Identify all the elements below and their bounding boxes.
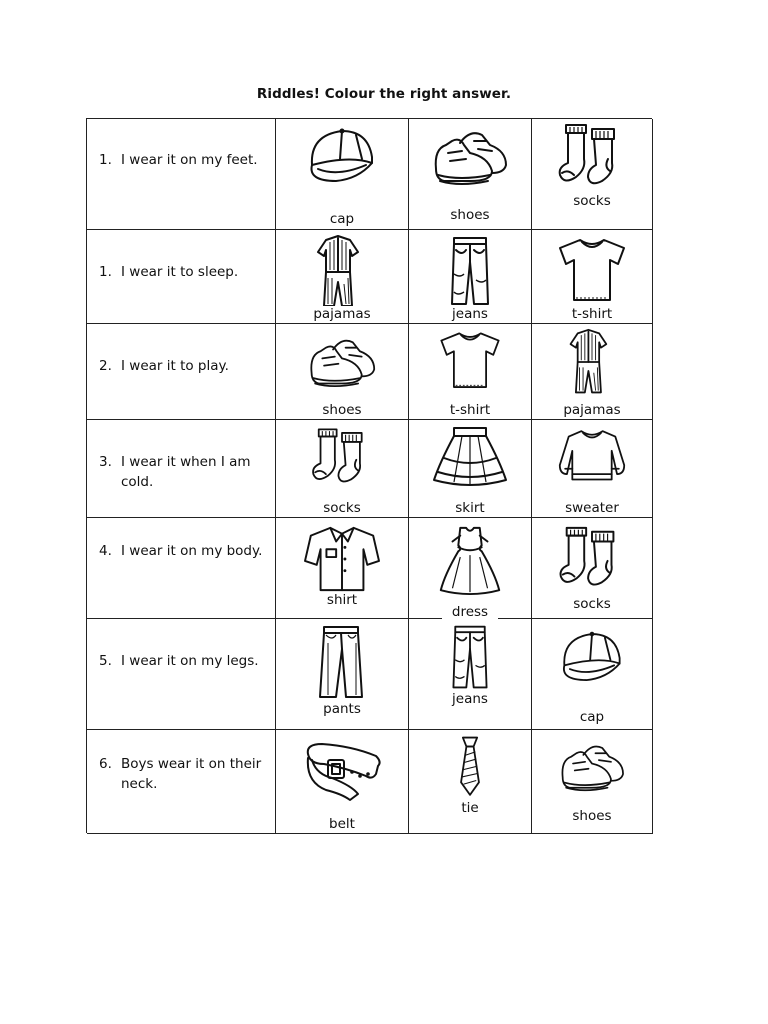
answer-option-t-shirt[interactable] [409,324,532,420]
option-label: tie [409,800,531,816]
answer-option-pajamas[interactable] [532,324,653,420]
option-label: socks [532,193,652,209]
option-label: pajamas [532,402,652,418]
worksheet-title: Riddles! Colour the right answer. [256,86,512,102]
question-cell [87,324,276,420]
question-text: I wear it when I am cold. [121,454,251,490]
answer-option-socks[interactable] [276,420,409,518]
answer-option-shirt[interactable] [276,518,409,619]
option-label: shoes [409,207,531,223]
question-number: 2. [99,358,112,374]
question [99,755,269,794]
question-text: I wear it on my legs. [121,653,259,669]
option-label: belt [276,816,408,832]
option-label: shoes [532,808,652,824]
answer-option-pants[interactable] [276,619,409,730]
shirt-icon [303,522,381,596]
question-cell [87,518,276,619]
question-text: I wear it on my body. [121,543,263,559]
answer-option-jeans[interactable] [409,230,532,324]
question-number: 6. [99,756,112,772]
table-row [87,324,652,420]
option-label: jeans [409,691,531,707]
jeans-icon [430,234,510,310]
table-row [87,730,652,834]
table-row [87,119,652,230]
answer-option-pajamas[interactable] [276,230,409,324]
answer-option-shoes[interactable] [532,730,653,834]
question-text: I wear it to play. [121,358,229,374]
option-label: shirt [276,592,408,608]
option-label: pajamas [276,306,408,322]
question-cell [87,119,276,230]
socks-icon [552,119,632,195]
belt-icon [302,734,382,810]
sweater-icon [556,424,628,492]
question-number: 1. [99,264,112,280]
option-label: socks [276,500,408,516]
option-label: socks [532,596,652,612]
question [99,263,269,283]
option-label: cap [276,211,408,227]
question-number: 4. [99,543,112,559]
answer-option-shoes[interactable] [409,119,532,230]
socks-icon [553,522,631,596]
option-label: shoes [276,402,408,418]
question [99,151,269,171]
shoes-icon [558,734,627,800]
jeans-icon [433,623,507,693]
answer-option-t-shirt[interactable] [532,230,653,324]
answer-option-cap[interactable] [276,119,409,230]
question-number: 1. [99,152,112,168]
riddle-table [86,118,652,833]
option-label: t-shirt [409,402,531,418]
question-number: 3. [99,454,112,470]
cap-icon [302,119,382,195]
question-cell [87,230,276,324]
answer-option-belt[interactable] [276,730,409,834]
shoes-icon [430,119,510,195]
cap-icon [555,623,629,693]
question-cell [87,730,276,834]
answer-option-shoes[interactable] [276,324,409,420]
option-label: jeans [409,306,531,322]
tshirt-icon [552,234,632,310]
dress-icon [431,522,509,596]
answer-option-jeans[interactable] [409,619,532,730]
answer-option-socks[interactable] [532,518,653,619]
table-row [87,619,652,730]
table-row [87,518,652,619]
table-row [87,420,652,518]
question [99,542,269,562]
tie-icon [434,734,506,802]
option-label: sweater [532,500,652,516]
answer-option-sweater[interactable] [532,420,653,518]
question-number: 5. [99,653,112,669]
table-row [87,230,652,324]
option-label: dress [409,604,531,620]
answer-option-skirt[interactable] [409,420,532,518]
answer-option-tie[interactable] [409,730,532,834]
option-label: t-shirt [532,306,652,322]
question [99,652,269,672]
pajamas-icon [302,234,382,310]
skirt-icon [430,422,510,498]
shoes-icon [306,328,378,396]
question [99,453,269,492]
option-label: skirt [409,500,531,516]
question-cell [87,619,276,730]
option-label: cap [532,709,652,725]
answer-option-socks[interactable] [532,119,653,230]
question [99,357,269,377]
option-label: pants [276,701,408,717]
answer-option-dress[interactable] [409,518,532,619]
question-text: Boys wear it on their neck. [121,756,262,792]
question-cell [87,420,276,518]
question-text: I wear it to sleep. [121,264,239,280]
socks-icon [306,424,378,492]
answer-option-cap[interactable] [532,619,653,730]
pajamas-icon [556,328,628,396]
pants-icon [302,623,382,699]
question-text: I wear it on my feet. [121,152,258,168]
tshirt-icon [434,328,506,396]
